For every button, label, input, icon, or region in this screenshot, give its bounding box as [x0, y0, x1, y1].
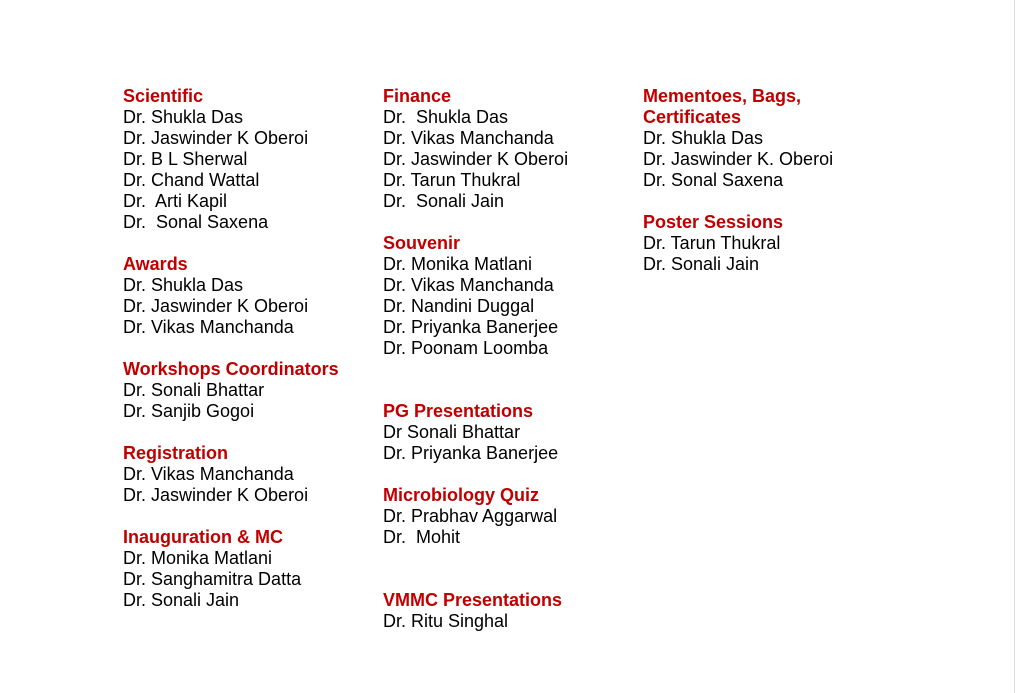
member-name: Dr. Jaswinder K Oberoi [123, 128, 309, 148]
committee-inauguration [123, 527, 373, 611]
member-name: Dr. Sonali Bhattar [123, 380, 265, 400]
committee-pg-presentations [383, 401, 633, 464]
member-name: Dr. Vikas Manchanda [383, 275, 554, 295]
committee-column-1 [123, 86, 373, 611]
committee-column-2 [383, 86, 633, 632]
committee-mementoes [643, 86, 873, 191]
member-name: Dr. Sonal Saxena [123, 212, 269, 232]
committee-heading: PG Presentations [383, 401, 534, 421]
committee-heading: Scientific [123, 86, 204, 106]
member-name: Dr. Prabhav Aggarwal [383, 506, 558, 526]
member-name: Dr. Nandini Duggal [383, 296, 535, 316]
committee-heading: Souvenir [383, 233, 461, 253]
committee-heading: Mementoes, Bags, Certificates [643, 86, 802, 127]
committee-column-3 [643, 86, 873, 275]
member-name: Dr. Jaswinder K Oberoi [383, 149, 569, 169]
committee-workshops [123, 359, 373, 422]
committee-microbiology-quiz [383, 485, 633, 548]
member-name: Dr. Shukla Das [123, 107, 244, 127]
committee-scientific [123, 86, 373, 233]
member-name: Dr. Tarun Thukral [643, 233, 781, 253]
member-name: Dr. Sonali Jain [383, 191, 505, 211]
committee-heading: Poster Sessions [643, 212, 784, 232]
member-name: Dr. Sanghamitra Datta [123, 569, 302, 589]
member-name: Dr. Ritu Singhal [383, 611, 509, 631]
member-name: Dr. Mohit [383, 527, 461, 547]
committee-heading: Inauguration & MC [123, 527, 283, 547]
member-name: Dr Sonali Bhattar [383, 422, 521, 442]
committee-awards [123, 254, 373, 338]
committee-registration [123, 443, 373, 506]
committee-heading: Microbiology Quiz [383, 485, 539, 505]
member-name: Dr. Arti Kapil [123, 191, 228, 211]
member-name: Dr. Monika Matlani [383, 254, 533, 274]
committee-heading: Finance [383, 86, 452, 106]
member-name: Dr. Sonal Saxena [643, 170, 784, 190]
member-name: Dr. Tarun Thukral [383, 170, 521, 190]
committee-heading: Awards [123, 254, 188, 274]
member-name: Dr. Shukla Das [123, 275, 244, 295]
member-name: Dr. Sonali Jain [123, 590, 240, 610]
member-name: Dr. Priyanka Banerjee [383, 317, 559, 337]
member-name: Dr. Priyanka Banerjee [383, 443, 559, 463]
member-name: Dr. Shukla Das [643, 128, 764, 148]
committee-poster-sessions [643, 212, 873, 275]
committee-finance [383, 86, 633, 212]
member-name: Dr. Vikas Manchanda [123, 464, 294, 484]
member-name: Dr. Jaswinder K. Oberoi [643, 149, 834, 169]
member-name: Dr. Vikas Manchanda [123, 317, 294, 337]
member-name: Dr. Shukla Das [383, 107, 509, 127]
member-name: Dr. B L Sherwal [123, 149, 248, 169]
member-name: Dr. Sanjib Gogoi [123, 401, 255, 421]
committee-souvenir [383, 233, 633, 359]
member-name: Dr. Chand Wattal [123, 170, 260, 190]
member-name: Dr. Jaswinder K Oberoi [123, 296, 309, 316]
member-name: Dr. Vikas Manchanda [383, 128, 554, 148]
committee-vmmc-presentations [383, 590, 633, 632]
member-name: Dr. Poonam Loomba [383, 338, 549, 358]
committee-heading: Workshops Coordinators [123, 359, 339, 379]
member-name: Dr. Sonali Jain [643, 254, 760, 274]
committee-heading: Registration [123, 443, 229, 463]
member-name: Dr. Jaswinder K Oberoi [123, 485, 309, 505]
member-name: Dr. Monika Matlani [123, 548, 273, 568]
committee-heading: VMMC Presentations [383, 590, 563, 610]
